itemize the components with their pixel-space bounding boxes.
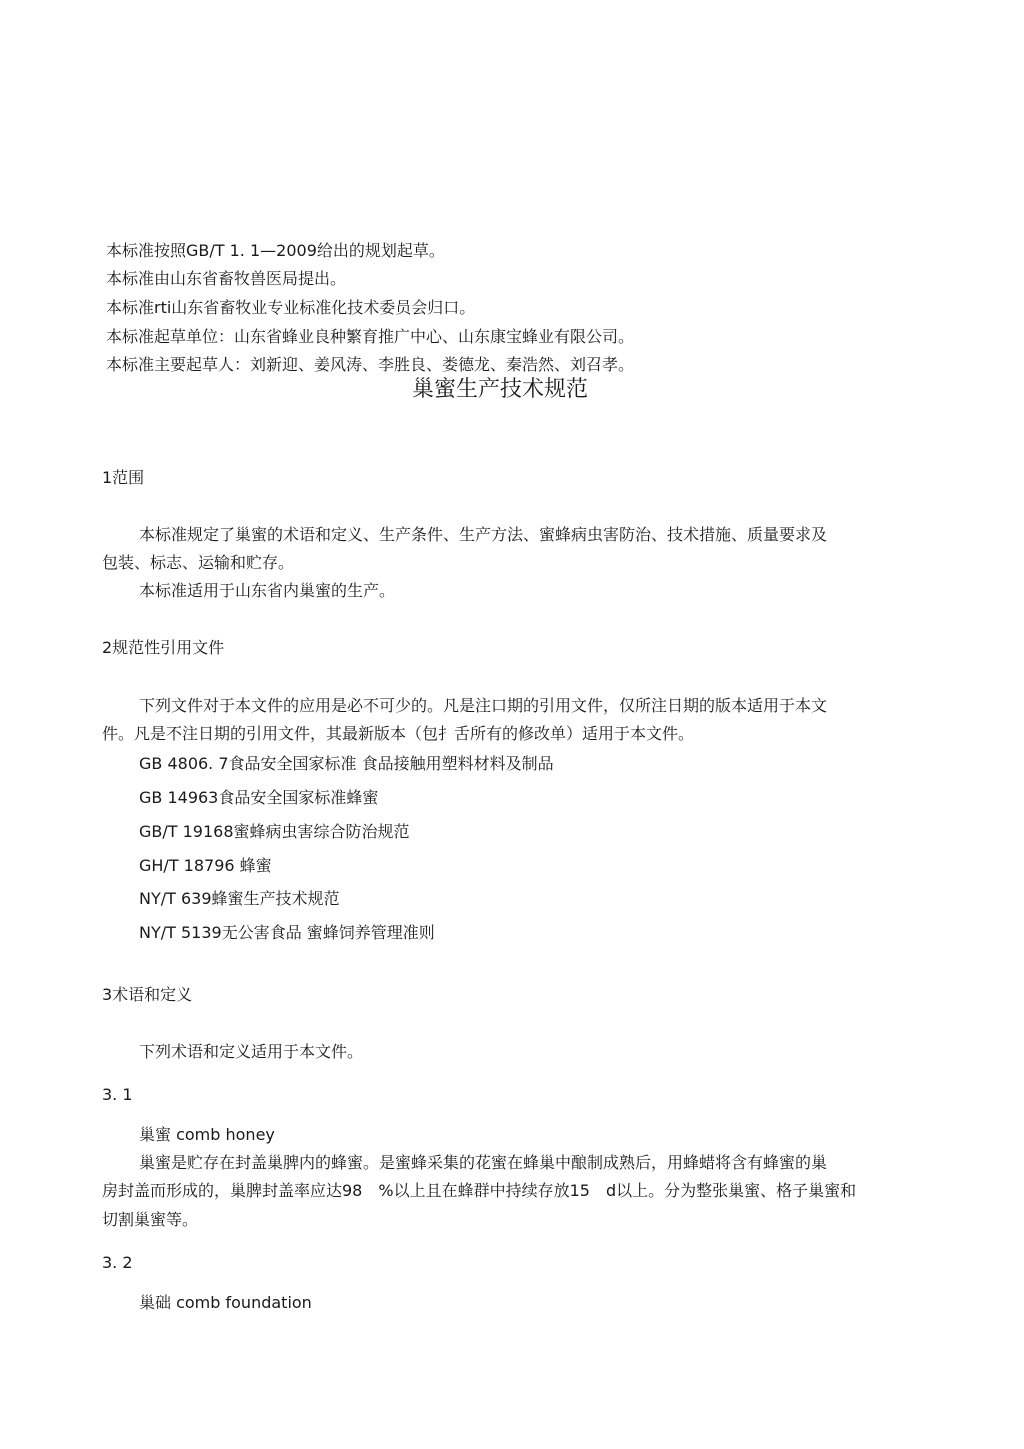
term-number: 3. 2: [102, 1253, 133, 1272]
term-name: 巢础 comb foundation: [139, 1293, 312, 1312]
term-number: 3. 1: [102, 1085, 133, 1104]
section-heading: 3术语和定义: [102, 985, 193, 1004]
foreword-line: 本标准按照GB/T 1. 1—2009给出的规划起草。: [106, 241, 445, 260]
paragraph-line: 件。凡是不注日期的引用文件，其最新版本（包扌舌所有的修改单）适用于本文件。: [102, 724, 695, 743]
paragraph-line: 下列术语和定义适用于本文件。: [139, 1042, 364, 1061]
paragraph-line: 巢蜜是贮存在封盖巢脾内的蜂蜜。是蜜蜂采集的花蜜在蜂巢中酿制成熟后，用蜂蜡将含有蜂蜜的巢: [139, 1153, 828, 1172]
document-title: 巢蜜生产技术规范: [412, 377, 589, 402]
reference-item: NY/T 5139无公害食品 蜜蜂饲养管理准则: [139, 923, 435, 942]
definition-fragment: d以上。分为整张巢蜜、格子巢蜜和: [605, 1181, 857, 1200]
reference-item: NY/T 639蜂蜜生产技术规范: [139, 889, 340, 908]
section-heading: 1范围: [102, 468, 145, 487]
paragraph-line: 包装、标志、运输和贮存。: [102, 553, 295, 572]
reference-item: GB/T 19168蜜蜂病虫害综合防治规范: [139, 822, 410, 841]
foreword-line: 本标准由山东省畜牧兽医局提出。: [106, 269, 347, 288]
definition-fragment: %以上且在蜂群中持续存放15: [378, 1181, 590, 1200]
reference-item: GB 14963食品安全国家标准蜂蜜: [139, 788, 379, 807]
paragraph-line: 本标准规定了巢蜜的术语和定义、生产条件、生产方法、蜜蜂病虫害防治、技术措施、质量要求及: [139, 525, 828, 544]
reference-item: GH/T 18796 蜂蜜: [139, 856, 272, 875]
foreword-line: 本标准主要起草人：刘新迎、姜风涛、李胜良、娄德龙、秦浩然、刘召孝。: [106, 355, 635, 374]
paragraph-line: 下列文件对于本文件的应用是必不可少的。凡是注口期的引用文件，仅所注日期的版本适用于本文: [139, 696, 828, 715]
section-heading: 2规范性引用文件: [102, 638, 225, 657]
paragraph-line: 切割巢蜜等。: [102, 1210, 199, 1229]
paragraph-line: 本标准适用于山东省内巢蜜的生产。: [139, 581, 396, 600]
definition-fragment: 房封盖而形成的，巢脾封盖率应达98: [102, 1181, 363, 1200]
foreword-line: 本标准起草单位：山东省蜂业良种繁育推广中心、山东康宝蜂业有限公司。: [106, 327, 635, 346]
reference-item: GB 4806. 7食品安全国家标准 食品接触用塑料材料及制品: [139, 754, 554, 773]
paragraph-line: [102, 1180, 856, 1202]
term-name: 巢蜜 comb honey: [139, 1125, 275, 1144]
foreword-line: 本标准rti山东省畜牧业专业标准化技术委员会归口。: [106, 298, 476, 317]
